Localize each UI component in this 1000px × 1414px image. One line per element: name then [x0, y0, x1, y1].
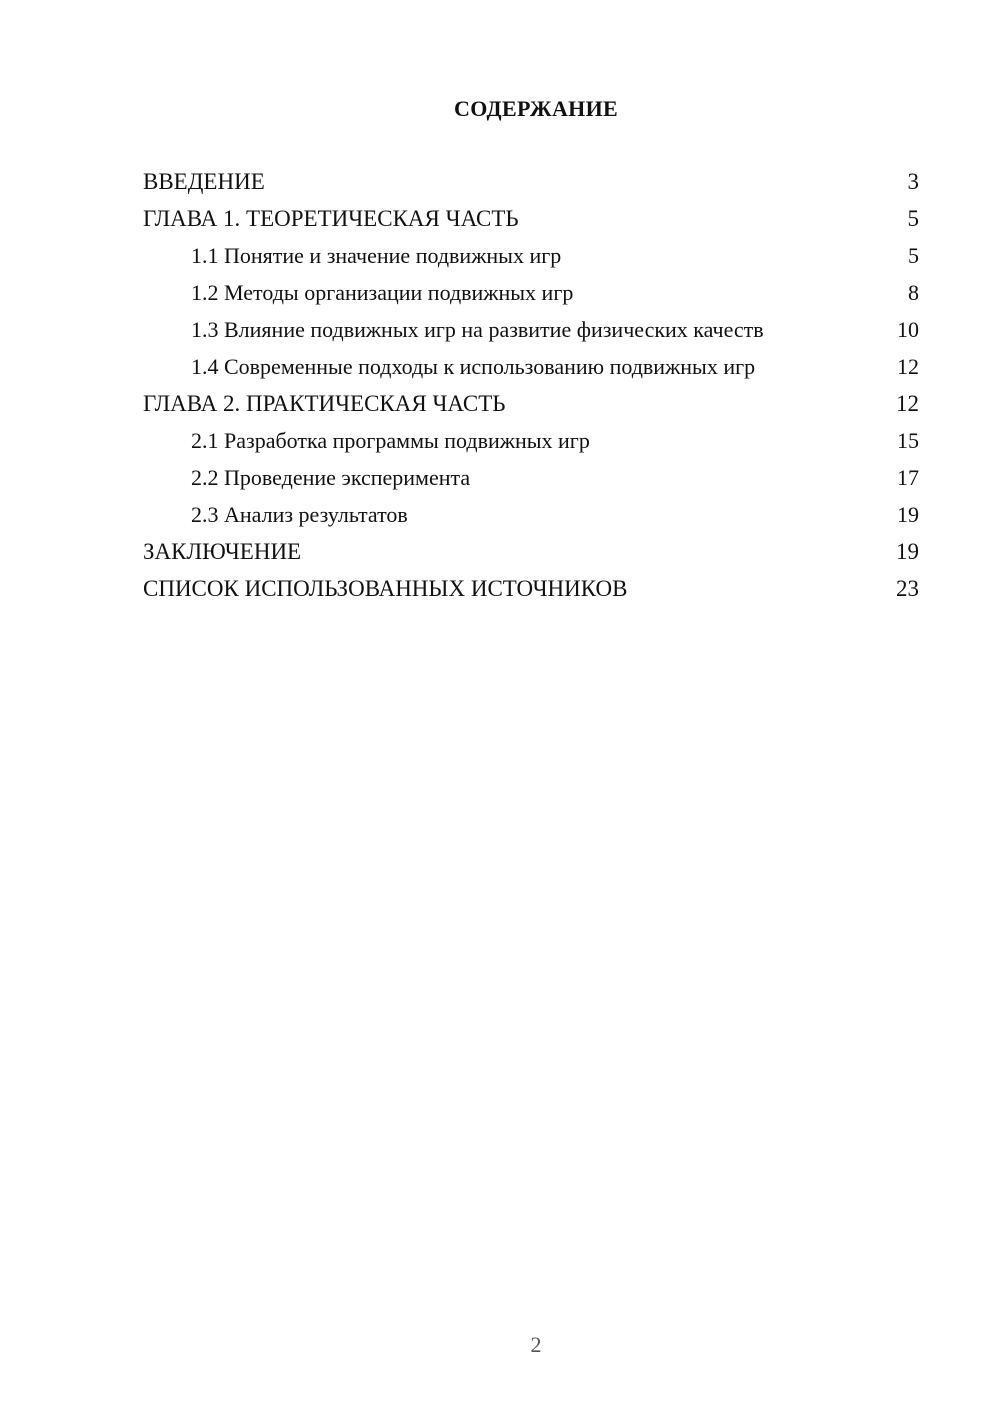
toc-entry-chapter-2[interactable]: [143, 390, 919, 417]
toc-entry-page: 5: [907, 206, 919, 231]
toc-entry-section-1-3[interactable]: [143, 316, 919, 343]
toc-entry-page: 19: [896, 539, 919, 564]
toc-entry-references[interactable]: [143, 575, 919, 602]
table-of-contents: [143, 168, 919, 612]
toc-entry-page: 19: [897, 502, 919, 527]
toc-entry-label: 1.2 Методы организации подвижных игр: [191, 280, 574, 305]
toc-entry-label: ВВЕДЕНИЕ: [143, 169, 265, 194]
toc-entry-page: 3: [907, 169, 919, 194]
toc-entry-page: 23: [896, 576, 919, 601]
page-number: 2: [530, 1332, 542, 1357]
toc-entry-page: 12: [897, 354, 919, 379]
toc-entry-section-1-4[interactable]: [143, 353, 919, 380]
toc-entry-label: СПИСОК ИСПОЛЬЗОВАННЫХ ИСТОЧНИКОВ: [143, 576, 628, 601]
page-title: СОДЕРЖАНИЕ: [454, 96, 618, 121]
toc-entry-label: 1.3 Влияние подвижных игр на развитие физических качеств: [191, 317, 764, 342]
toc-entry-label: 1.4 Современные подходы к использованию подвижных игр: [191, 354, 756, 379]
toc-entry-section-2-3[interactable]: [143, 501, 919, 528]
toc-entry-section-2-2[interactable]: [143, 464, 919, 491]
toc-entry-introduction[interactable]: [143, 168, 919, 195]
toc-entry-label: ЗАКЛЮЧЕНИЕ: [143, 539, 302, 564]
toc-entry-label: 2.2 Проведение эксперимента: [191, 465, 471, 490]
toc-entry-page: 5: [908, 243, 919, 268]
toc-entry-label: 2.3 Анализ результатов: [191, 502, 408, 527]
toc-entry-section-1-2[interactable]: [143, 279, 919, 306]
toc-entry-label: 1.1 Понятие и значение подвижных игр: [191, 243, 562, 268]
toc-entry-chapter-1[interactable]: [143, 205, 919, 232]
toc-entry-label: ГЛАВА 1. ТЕОРЕТИЧЕСКАЯ ЧАСТЬ: [143, 206, 519, 231]
toc-entry-label: 2.1 Разработка программы подвижных игр: [191, 428, 590, 453]
toc-entry-page: 12: [896, 391, 919, 416]
toc-entry-section-2-1[interactable]: [143, 427, 919, 454]
toc-entry-conclusion[interactable]: [143, 538, 919, 565]
toc-entry-page: 8: [908, 280, 919, 305]
toc-entry-page: 15: [897, 428, 919, 453]
toc-entry-page: 17: [897, 465, 919, 490]
toc-entry-label: ГЛАВА 2. ПРАКТИЧЕСКАЯ ЧАСТЬ: [143, 391, 506, 416]
toc-entry-page: 10: [897, 317, 919, 342]
toc-entry-section-1-1[interactable]: [143, 242, 919, 269]
